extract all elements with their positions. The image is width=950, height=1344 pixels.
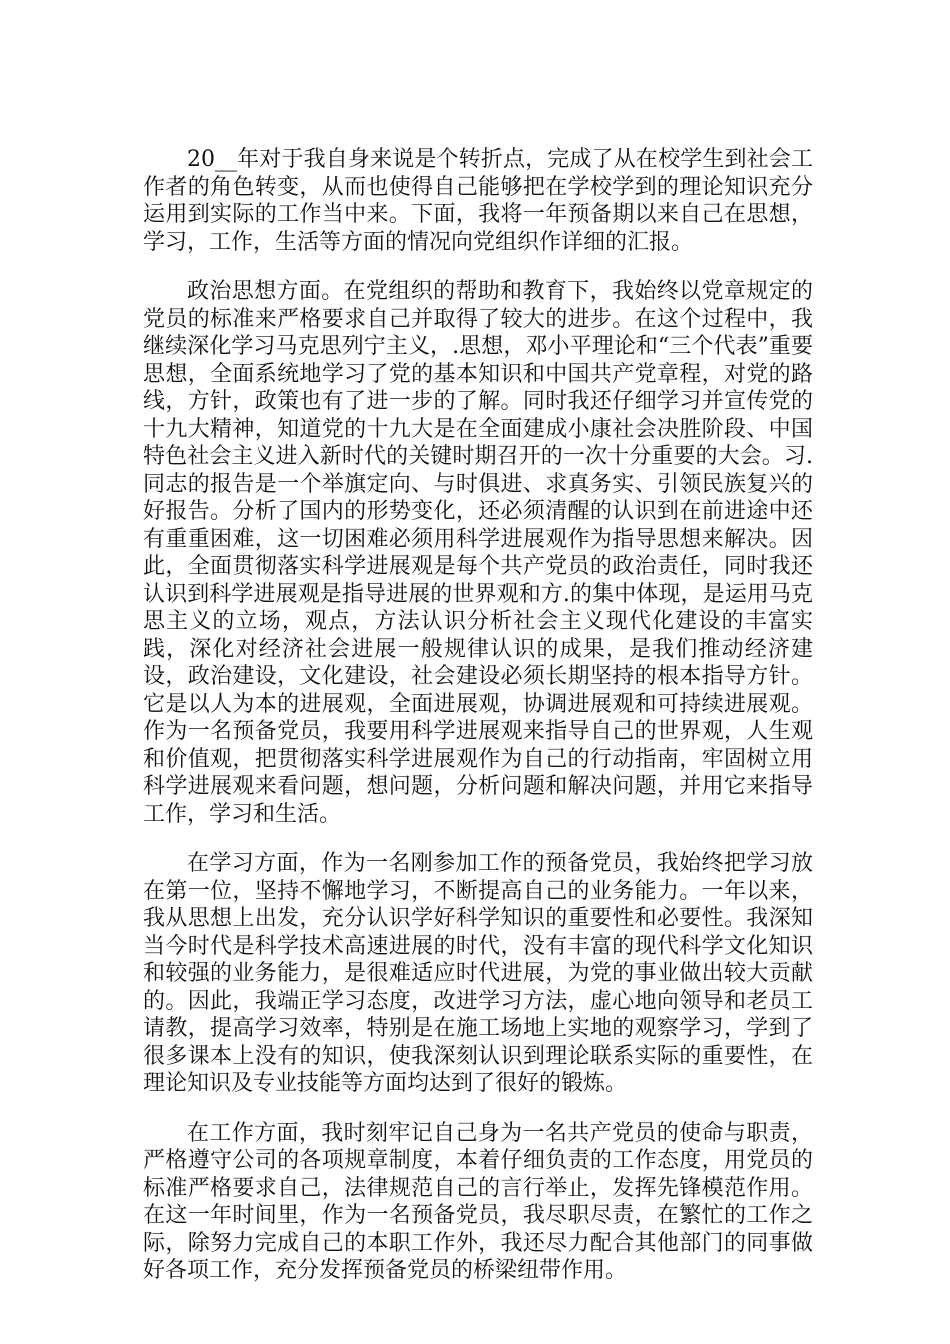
paragraph-intro: 20__年对于我自身来说是个转折点，完成了从在校学生到社会工作者的角色转变，从而也使得自己能够把在学校学到的理论知识充分运用到实际的工作当中来。下面，我将一年预备期以来自己在思想，学习，工作，生活等方面的情况向党组织作详细的汇报。 [143,147,813,255]
paragraph-work: 在工作方面，我时刻牢记自己身为一名共产党员的使命与职责，严格遵守公司的各项规章制度，本着仔细负责的工作态度，用党员的标准严格要求自己，法律规范自己的言行举止，发挥先锋模范作用。在这一年时间里，作为一名预备党员，我尽职尽责，在繁忙的工作之际，除努力完成自己的本职工作外，我还尽力配合其他部门的同事做好各项工作，充分发挥预备党员的桥梁纽带作用。 [143,1120,813,1283]
document-body [143,146,813,1285]
paragraph-study: 在学习方面，作为一名刚参加工作的预备党员，我始终把学习放在第一位，坚持不懈地学习，不断提高自己的业务能力。一年以来，我从思想上出发，充分认识学好科学知识的重要性和必要性。我深知当今时代是科学技术高速进展的时代，没有丰富的现代科学文化知识和较强的业务能力，是很难适应时代进展，为党的事业做出较大贡献的。因此，我端正学习态度，改进学习方法，虚心地向领导和老员工请教，提高学习效率，特别是在施工场地上实地的观察学习，学到了很多课本上没有的知识，使我深刻认识到理论联系实际的重要性，在理论知识及专业技能等方面均达到了很好的锻炼。 [143,851,813,1096]
paragraph-political-thought: 政治思想方面。在党组织的帮助和教育下，我始终以党章规定的党员的标准来严格要求自己并取得了较大的进步。在这个过程中，我继续深化学习马克思列宁主义，.思想，邓小平理论和“三个代表”重要思想，全面系统地学习了党的基本知识和中国共产党章程，对党的路线，方针，政策也有了进一步的了解。同时我还仔细学习并宣传党的十九大精神，知道党的十九大是在全面建成小康社会决胜阶段、中国特色社会主义进入新时代的关键时期召开的一次十分重要的大会。习.同志的报告是一个举旗定向、与时俱进、求真务实、引领民族复兴的好报告。分析了国内的形势变化，还必须清醒的认识到在前进途中还有重重困难，这一切困难必须用科学进展观作为指导思想来解决。因此，全面贯彻落实科学进展观是每个共产党员的政治责任，同时我还认识到科学进展观是指导进展的世界观和方.的集中体现，是运用马克思主义的立场，观点，方法认识分析社会主义现代化建设的丰富实践，深化对经济社会进展一般规律认识的成果，是我们推动经济建设，政治建设，文化建设，社会建设必须长期坚持的根本指导方针。它是以人为本的进展观，全面进展观，协调进展观和可持续进展观。作为一名预备党员，我要用科学进展观来指导自己的世界观，人生观和价值观，把贯彻落实科学进展观作为自己的行动指南，牢固树立用科学进展观来看问题，想问题，分析问题和解决问题，并用它来指导工作，学习和生活。 [143,279,813,827]
